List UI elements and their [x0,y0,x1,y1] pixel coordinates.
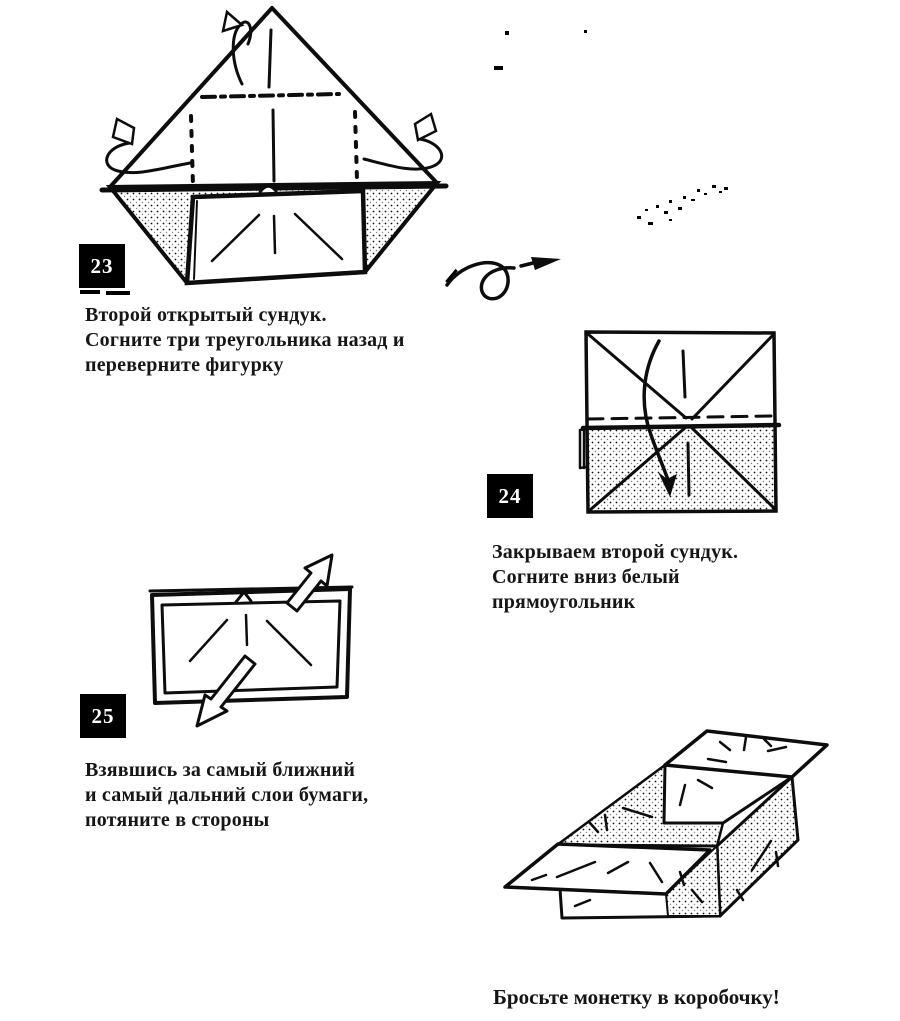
caption-line: Согните три треугольника назад и [85,329,405,351]
step-23-diagram [90,0,460,305]
caption-line: прямоугольник [492,591,636,613]
step-number: 24 [498,483,522,508]
step-24-caption [492,540,738,615]
caption-line: Второй открытый сундук. [85,304,327,326]
caption-line: Закрываем второй сундук. [492,541,739,563]
caption-line: Взявшись за самый ближний [85,759,356,781]
step-23-badge [79,244,125,288]
step-25-diagram [120,545,410,735]
step-number: 23 [90,253,114,278]
caption-line: и самый дальний слои бумаги, [85,784,369,806]
fold-behind-arrow-right-icon [364,114,442,169]
final-box-diagram [480,720,880,955]
step-24-diagram [555,315,795,525]
step-24-badge [487,474,533,518]
caption-line: потяните в стороны [85,809,270,831]
caption-line: Согните вниз белый [492,566,680,588]
turn-over-icon [435,235,575,315]
caption-line: переверните фигурку [85,354,284,376]
step-25-badge [80,694,126,738]
caption-line: Бросьте монетку в коробочку! [493,985,780,1009]
step-number: 25 [91,703,115,728]
final-caption [493,985,780,1010]
step-25-caption [85,758,368,833]
step-23-caption [85,303,405,378]
